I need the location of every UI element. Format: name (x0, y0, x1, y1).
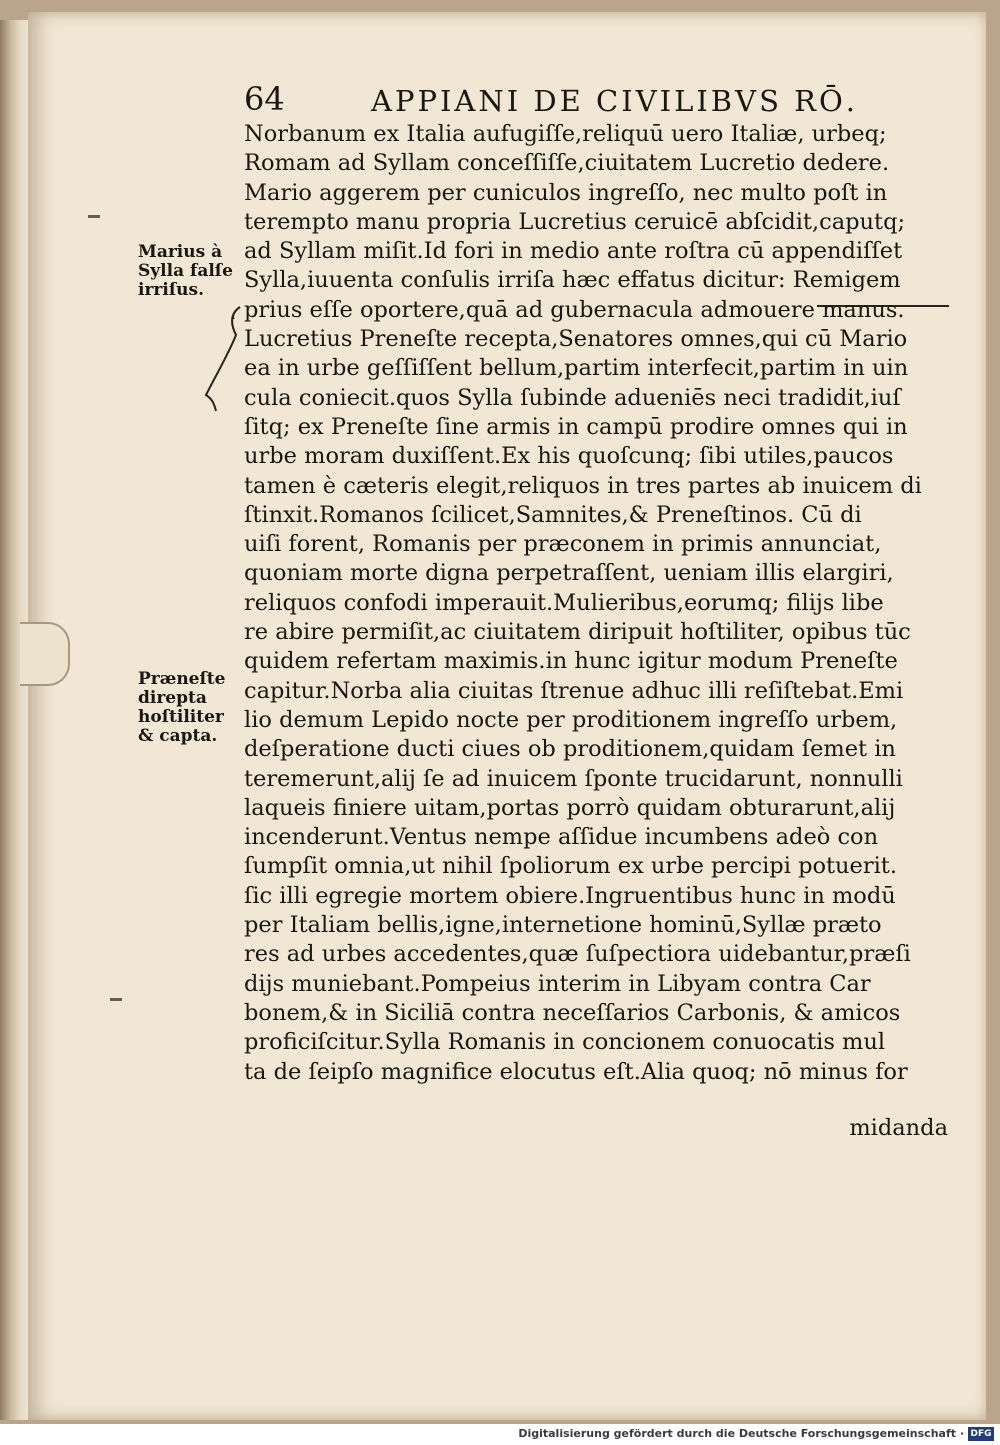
page-header (244, 80, 944, 120)
text-line: re abire permiſit,ac ciuitatem diripuit hoſtiliter, opibus tūc (244, 619, 911, 646)
text-line: quidem refertam maximis.in hunc igitur modum Preneſte (244, 648, 898, 675)
marginal-note-line: hoſtiliter (138, 707, 224, 727)
text-line: terempto manu propria Lucretius ceruicē abſcidit,caputq; (244, 208, 906, 235)
text-line: res ad urbes accedentes,quæ ſuſpectiora uidebantur,præſi (244, 941, 911, 968)
text-line: teremerunt,alij ſe ad inuicem ſponte trucidarunt, nonnulli (244, 765, 903, 792)
text-line: Romam ad Syllam conceſſiſſe,ciuitatem Lucretio dedere. (244, 150, 890, 177)
page-bookmark-tab (20, 622, 70, 686)
book-gutter-edge (0, 20, 30, 1420)
dfg-logo-icon: DFG (968, 1427, 994, 1441)
text-line: deſperatione ducti ciues ob proditionem,quidam ſemet in (244, 736, 896, 763)
text-line: per Italiam bellis,igne,internetione hominū,Syllæ præto (244, 912, 882, 939)
handwritten-bracket-mark (198, 305, 244, 415)
text-line: Sylla,iuuenta conſulis irriſa hæc effatus dicitur: Remigem (244, 267, 901, 294)
text-line: Lucretius Preneſte recepta,Senatores omnes,qui cū Mario (244, 326, 908, 353)
marginal-note-line: irriſus. (138, 280, 204, 300)
text-line: incenderunt.Ventus nempe aſſidue incumbens adeò con (244, 824, 879, 851)
marginal-note-line: direpta (138, 688, 207, 708)
text-line: tamen è cæteris elegit,reliquos in tres partes ab inuicem di (244, 472, 922, 499)
text-line: Mario aggerem per cuniculos ingreſſo, nec multo poſt in (244, 179, 888, 206)
text-line: cula coniecit.quos Sylla ſubinde adueniēs neci tradidit,iuſ (244, 384, 901, 411)
text-line: ſumpſit omnia,ut nihil ſpoliorum ex urbe percipi potuerit. (244, 853, 898, 880)
text-line: ad Syllam miſit.Id fori in medio ante roſtra cū appendiſſet (244, 238, 903, 265)
running-title: APPIANI DE CIVILIBVS RŌ. (371, 84, 858, 118)
text-line: ſtinxit.Romanos ſcilicet,Samnites,& Preneſtinos. Cū di (244, 501, 862, 528)
marginal-note-line: Sylla falſe (138, 261, 233, 281)
text-line: proficiſcitur.Sylla Romanis in concionem conuocatis mul (244, 1029, 886, 1056)
text-line: urbe moram duxiſſent.Ex his quoſcunq; ſibi utiles,paucos (244, 443, 894, 470)
body-text (244, 120, 959, 1087)
ink-speck (110, 998, 122, 1001)
text-line: reliquos confodi imperauit.Mulieribus,eorumq; filijs libe (244, 589, 884, 616)
marginal-note-line: Marius à (138, 242, 223, 262)
text-line: ea in urbe geſſiſſent bellum,partim interfecit,partim in uin (244, 355, 909, 382)
text-line: ſitq; ex Preneſte ſine armis in campū prodire omnes qui in (244, 413, 908, 440)
text-line: quoniam morte digna perpetraſſent, ueniam illis elargiri, (244, 560, 894, 587)
text-line: uiſi forent, Romanis per præconem in primis annunciat, (244, 531, 882, 558)
text-line: laqueis finiere uitam,portas porrò quidam obturarunt,alij (244, 794, 896, 821)
text-line: ta de ſeipſo magnifice elocutus eſt.Alia quoq; nō minus for (244, 1058, 908, 1085)
text-line: dijs muniebant.Pompeius interim in Libyam contra Car (244, 970, 871, 997)
marginal-note-line: Præneſte (138, 669, 226, 689)
text-line: capitur.Norba alia ciuitas ſtrenue adhuc illi reſiſtebat.Emi (244, 677, 904, 704)
marginal-note-marius (138, 243, 240, 300)
marginal-note-praeneste (138, 670, 240, 746)
text-line: prius eſſe oportere,quā ad gubernacula admouere manus. (244, 296, 905, 323)
digitization-footer (0, 1424, 1000, 1445)
text-line: ſic illi egregie mortem obiere.Ingruentibus hunc in modū (244, 882, 896, 909)
text-line: lio demum Lepido nocte per proditionem ingreſſo urbem, (244, 706, 898, 733)
text-line: bonem,& in Siciliā contra neceſſarios Carbonis, & amicos (244, 999, 901, 1026)
footer-credit: Digitalisierung gefördert durch die Deutsche Forschungsgemeinschaft · (518, 1427, 964, 1440)
marginal-note-line: & capta. (138, 726, 218, 746)
page-number: 64 (244, 80, 285, 118)
ink-speck (88, 215, 100, 218)
catchword: midanda (849, 1115, 948, 1141)
text-line: Norbanum ex Italia aufugiſſe,reliquū uero Italiæ, urbeq; (244, 121, 887, 147)
